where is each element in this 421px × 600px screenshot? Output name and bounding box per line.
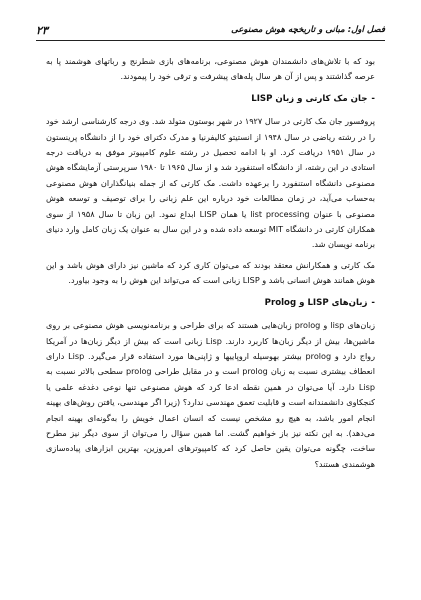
page-body: [46, 54, 375, 477]
section-heading-text: جان مک کارتی و زبان LISP: [251, 93, 368, 104]
page-number: ۲۳: [36, 23, 48, 37]
header-rule: [36, 40, 385, 41]
paragraph-mccarthy-belief: مک کارتی و همکارانش معتقد بودند که می‌توان کاری کرد که ماشین نیز دارای هوش باشد و این هوش همانند هوش انسانی باشد و LISP زبانی است که می‌تواند این هوش را به وجود بیاورد.: [46, 259, 375, 286]
paragraph-intro: بود که با تلاش‌های دانشمندان هوش مصنوعی، برنامه‌های بازی شطرنج و رباتهای هوشمند پا به عرصه گذاشتند و پس از آن هر سال پله‌های پیشرفت و ترقی خود را پیمودند.: [46, 56, 375, 82]
section-heading-text: زبان‌های LISP و Prolog: [264, 297, 368, 308]
heading-bullet: -: [371, 297, 375, 308]
section-heading-mccarthy: [46, 92, 375, 107]
heading-bullet: -: [371, 93, 375, 104]
paragraph-lisp-prolog: زبان‌های lisp و prolog زبان‌هایی هستند که برای طراحی و برنامه‌نویسی هوش مصنوعی بر روی ماشین‌ها، بیش از دیگر زبان‌ها کاربرد دارند. Lisp زبانی است که بیش از دیگر زبان‌ها در آمریکا رواج دارد و prolog بیشتر بهوسیله اروپاییها و ژاپنی‌ها مورد استفاده قرار می‌گیرد. Lisp دارای انعطاف بیشتری نسبت به زبان prolog است و در مقابل طراحی prolog سطحی بالاتر نسبت به Lisp دارد. آیا می‌توان در همین نقطه ادعا کرد که هوش مصنوعی تنها نوعی دغدغه علمی یا کنجکاوی دانشمندانه است و قابلیت تعمق مهندسی ندارد؟ (زیرا اگر مهندسی، یافتن روش‌های بهینه انجام امور باشد، به هیچ رو مشخص نیست که انسان اعمال خویش را به‌گونه‌ای بهینه انجام می‌دهد). به این نکته نیز باز خواهیم گشت. اما همین سؤال را می‌توان از سوی دیگر نیز مطرح ساخت، چگونه می‌توان یقین حاصل کرد که کامپیوترهای امروزین، بهترین ابزارهای پیاده‌سازی هوشمندی هستند؟: [46, 320, 376, 469]
page-header: [36, 22, 385, 38]
section-heading-languages: [46, 296, 375, 311]
paragraph-mccarthy-bio: پروفسور جان مک کارتی در سال ۱۹۲۷ در شهر بوستون متولد شد. وی درجه کارشناسی ارشد خود را در رشته ریاضی در سال ۱۹۴۸ از انستیتو کالیفرنیا و مدرک دکترای خود را از دانشگاه پرینستون در سال ۱۹۵۱ دریافت کرد. او با ادامه تحصیل در رشته علوم کامپیوتر موفق به دریافت درجه استادی در این رشته، از دانشگاه استنفورد شد و از سال ۱۹۶۵ تا ۱۹۸۰ سرپرستی آزمایشگاه هوش مصنوعی دانشگاه استنفورد را برعهده داشت. مک کارتی که از جمله بنیانگذاران هوش مصنوعی به‌حساب می‌آید، در زمان مطالعات خود درباره این علم زبانی را برای توصیف و توسعه هوش مصنوعی با عنوان list processing یا همان LISP ابداع نمود. این زبان تا سال ۱۹۵۸ از سوی همکاران کارتی در دانشگاه MIT توسعه داده شده و در این سال به عنوان یک زبان کامل وارد دنیای برنامه نویسان شد.: [46, 116, 376, 250]
chapter-title: فصل اول: مبانی و تاریخچه هوش مصنوعی: [231, 25, 385, 35]
